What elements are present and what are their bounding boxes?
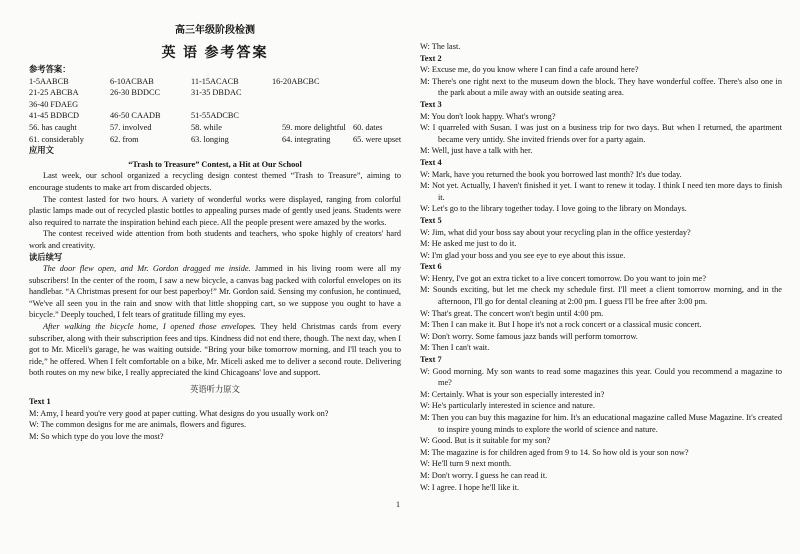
dialogue-line: W: The common designs for me are animals, flowers and figures.	[29, 420, 247, 430]
answer-cell	[272, 110, 353, 122]
dialogue-line: M: Don't worry. I guess he can read it.	[420, 470, 548, 480]
answer-cell: 59. more delightful	[282, 122, 346, 132]
dialogue-line: W: I agree. I hope he'll like it.	[420, 482, 520, 492]
answer-cell: 26-30 BDDCC	[110, 88, 161, 98]
paragraph-body: Jammed in his living room were all my subscribers! In the center of the room, I saw a new bicycle, a canvas bag packed with colorful envelopes on its handlebar. “A Christmas present for our best paperboy!” Mr. Gordon said. Sensing my confusion, he continued, “We've all seen you in the rain and snow with that little shopping cart, so we suppose you ought to have a bicycle.” Deeply touched, I felt tears of gratitude filling my eyes.	[29, 264, 401, 320]
answer-cell: 63. longing	[191, 134, 229, 144]
dialogue-line: W: Mark, have you returned the book you borrowed last month? It's due today.	[420, 169, 682, 179]
answer-cell: 61. considerably	[29, 134, 84, 144]
text-heading: Text 2	[420, 53, 442, 63]
answer-row	[29, 134, 401, 146]
dialogue-line: M: Then I can't wait.	[420, 343, 490, 353]
dialogue-line: M: Not yet. Actually, I haven't finished it yet. I want to renew it today. I think I need ten more days to finish it.	[420, 181, 782, 202]
text-heading: Text 6	[420, 262, 442, 272]
fill-in-answers	[29, 122, 401, 145]
dialogue-line: M: Well, just have a talk with her.	[420, 146, 533, 156]
answer-cell: 41-45 BDBCD	[29, 111, 80, 121]
answers-label: 参考答案：	[29, 65, 71, 74]
dialogue-line: W: He's particularly interested in science and nature.	[420, 401, 595, 411]
dialogue-line: M: Amy, I heard you're very good at paper cutting. What designs do you usually work on?	[29, 408, 329, 418]
answer-cell: 60. dates	[353, 122, 383, 132]
answer-row	[29, 110, 401, 122]
answer-row	[29, 122, 401, 134]
listening-title: 英语听力原文	[190, 385, 240, 395]
answer-cell	[191, 99, 272, 111]
dialogue-line: M: Certainly. What is your son especially interested in?	[420, 389, 605, 399]
answer-cell	[110, 99, 191, 111]
dialogue-line: W: I quarreled with Susan. I was just on a business trip for two days. But when I returned, the apartment became very untidy. She invited friends over for a party again.	[420, 123, 782, 144]
page-number: 1	[396, 500, 400, 509]
dialogue-line: M: You don't look happy. What's wrong?	[420, 111, 556, 121]
answer-cell: 56. has caught	[29, 122, 77, 132]
dialogue-line: W: Let's go to the library together today. I love going to the library on Mondays.	[420, 204, 687, 214]
answer-cell: 31-35 DBDAC	[191, 88, 242, 98]
choice-answers	[29, 76, 401, 122]
dialogue-line: W: The last.	[420, 42, 461, 51]
exam-title: 高三年级阶段检测	[175, 25, 255, 36]
text-heading: Text 1	[29, 397, 51, 407]
dialogue-line: M: He asked me just to do it.	[420, 239, 517, 249]
text-heading: Text 5	[420, 215, 442, 225]
essay-label: 应用文	[29, 146, 54, 156]
answer-cell: 65. were upset	[353, 134, 402, 144]
text-heading: Text 7	[420, 355, 442, 365]
answer-cell	[272, 99, 353, 111]
answer-cell: 51-55ADCBC	[191, 111, 239, 121]
answer-cell: 64. integrating	[282, 134, 331, 144]
left-column	[29, 0, 401, 442]
text-heading: Text 4	[420, 157, 442, 167]
dialogue-line: W: Jim, what did your boss say about your recycling plan in the office yesterday?	[420, 227, 691, 237]
dialogue-line: W: That's great. The concert won't begin until 4:00 pm.	[420, 308, 604, 318]
continuation-paragraph	[29, 263, 401, 321]
answer-cell: 57. involved	[110, 122, 152, 132]
answer-row	[29, 76, 401, 88]
answer-cell: 6-10ACBAB	[110, 76, 154, 86]
dialogue-line: M: The magazine is for children aged from 9 to 14. So how old is your son now?	[420, 447, 689, 457]
answer-cell: 36-40 FDAEG	[29, 99, 79, 109]
answer-cell	[272, 87, 353, 99]
essay-title: “Trash to Treasure” Contest, a Hit at Our School	[128, 159, 302, 169]
paragraph-lead: After walking the bicycle home, I opened those envelopes.	[43, 322, 257, 332]
answer-cell: 1-5AABCB	[29, 76, 69, 86]
answer-row	[29, 87, 401, 99]
dialogue-line: W: I'm glad your boss and you see eye to eye about this issue.	[420, 250, 626, 260]
continuation-paragraph	[29, 321, 401, 379]
text-heading: Text 3	[420, 99, 442, 109]
dialogue-line: W: Henry, I've got an extra ticket to a live concert tomorrow. Do you want to join me?	[420, 273, 707, 283]
dialogue-line: W: Good. But is it suitable for my son?	[420, 436, 551, 446]
document-title: 英 语 参考答案	[161, 46, 269, 61]
paragraph-body: They held Christmas cards from every subscriber, along with their subscription fees and tips. Kindness did not end there, though. The next day, when I got to Mr. Miceli's garage, he was waiting outside. “Bring your bike tomorrow morning, and I'll teach you to ride,” he offered. When I felt comfortable on a bike, Mr. Miceli asked me to deliver a second route. Delivering both routes on my new bike, I really appreciated the kind Chicagoans' love and support.	[29, 322, 401, 378]
answer-cell: 58. while	[191, 122, 222, 132]
dialogue-line: W: He'll turn 9 next month.	[420, 459, 512, 469]
dialogue-line: M: So which type do you love the most?	[29, 431, 164, 441]
answer-cell: 16-20ABCBC	[272, 76, 320, 86]
dialogue-line: M: Sounds exciting, but let me check my schedule first. I'll meet a client tomorrow morning, and in the afternoon, I'll go for dental cleaning at 2:00 pm. I guess I'll be free after 3:00 pm.	[420, 285, 782, 307]
answer-cell: 46-50 CAADB	[110, 111, 161, 121]
answer-cell: 62. from	[110, 134, 139, 144]
dialogue-line: W: Excuse me, do you know where I can find a cafe around here?	[420, 65, 639, 75]
answer-cell: 21-25 ABCBA	[29, 88, 79, 98]
essay-paragraph: The contest lasted for two hours. A variety of wonderful works were displayed, ranging from colorful plastic lamps made out of recycled plastic bottles to appealing purses made of gently used jeans. Students were also required to narrate the inspiration behind each piece. All the people present were amazed by the works.	[29, 194, 401, 227]
right-column	[420, 0, 782, 493]
listening-transcript-right	[420, 41, 782, 493]
dialogue-line: M: Then I can make it. But I hope it's not a rock concert or a classical music concert.	[420, 320, 702, 330]
answer-cell: 11-15ACACB	[191, 76, 239, 86]
paragraph-lead: The door flew open, and Mr. Gordon dragged me inside.	[43, 264, 251, 274]
continuation-label: 读后续写	[29, 252, 63, 262]
dialogue-line: W: Good morning. My son wants to read some magazines this year. Could you recommend a magazine to me?	[420, 366, 782, 388]
essay-paragraph: Last week, our school organized a recycling design contest themed “Trash to Treasure”, aiming to encourage students to make art from discarded objects.	[29, 171, 401, 192]
dialogue-line: W: Don't worry. Some famous jazz bands will perform tomorrow.	[420, 331, 638, 341]
listening-transcript-left	[29, 396, 401, 442]
essay-paragraph: The contest received wide attention from both students and teachers, who spoke highly of creators' hard work and creativity.	[29, 229, 401, 250]
dialogue-line: M: Then you can buy this magazine for him. It's an educational magazine called Muse Magazine. It's created to inspire young minds to explore the world of science and nature.	[420, 413, 782, 434]
dialogue-line: M: There's one right next to the museum down the block. They have wonderful coffee. There's also one in the park about a mile away with an outside seating area.	[420, 76, 782, 98]
answer-row	[29, 99, 401, 111]
